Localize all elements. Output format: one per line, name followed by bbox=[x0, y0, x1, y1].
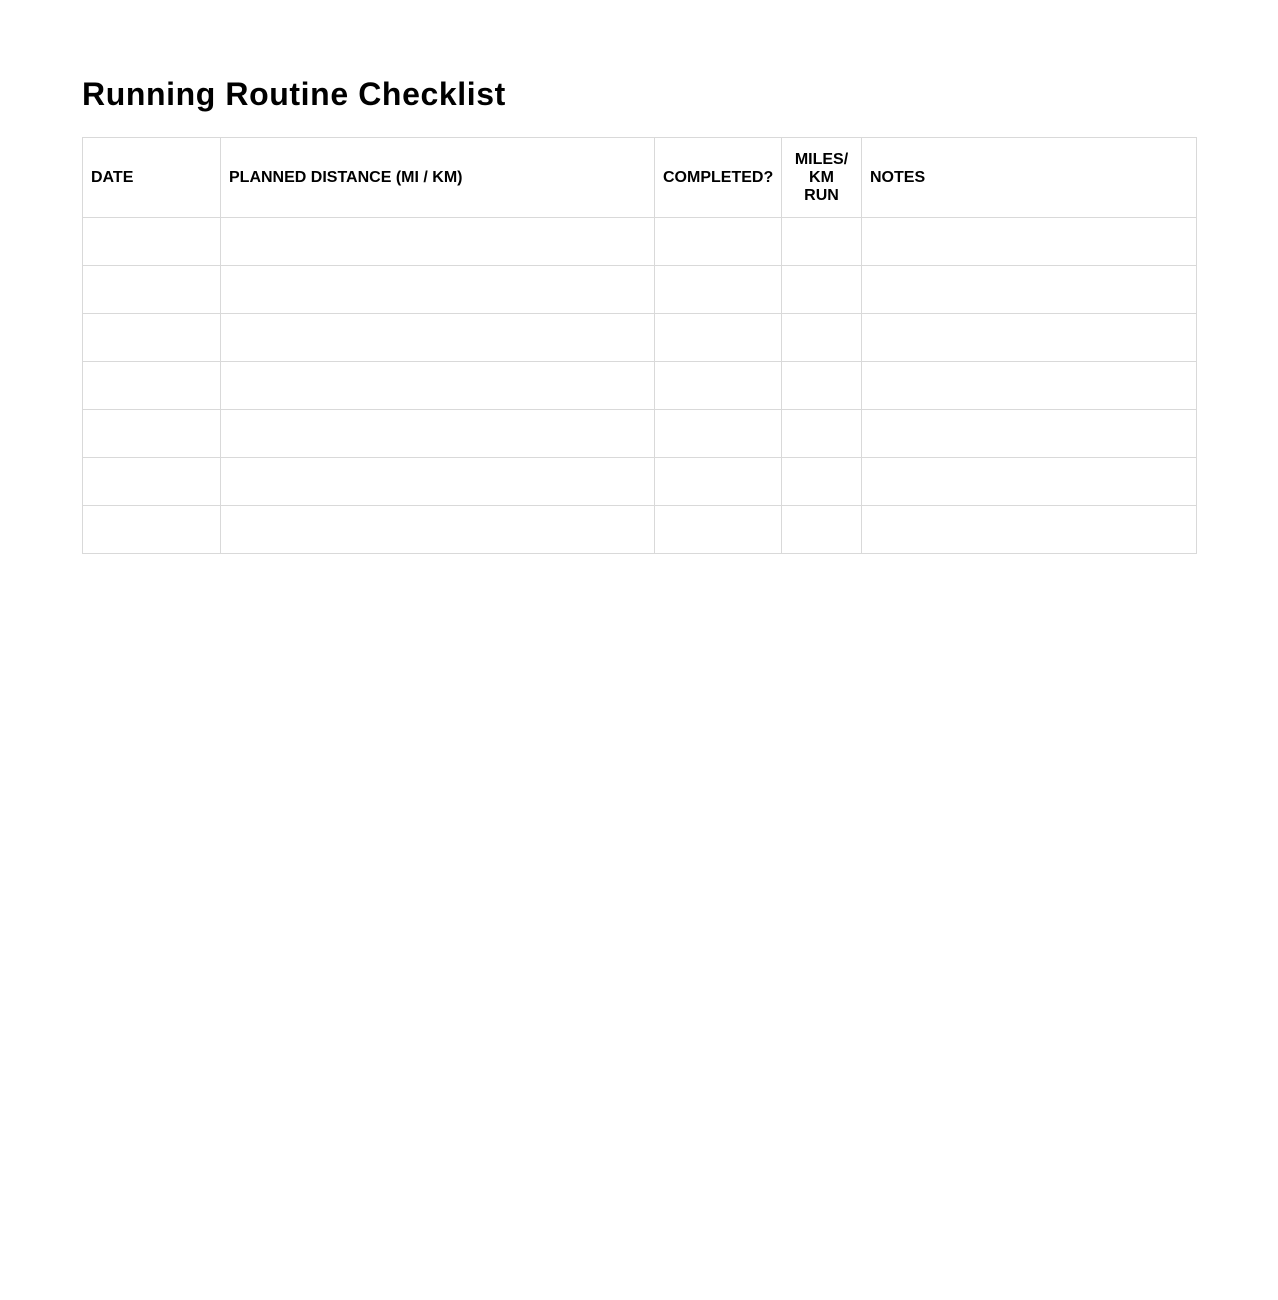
planned-distance-cell[interactable] bbox=[221, 218, 655, 266]
miles-km-run-cell[interactable] bbox=[782, 314, 862, 362]
completed-cell[interactable] bbox=[655, 266, 782, 314]
header-row bbox=[83, 138, 1197, 218]
column-header-miles-km-run-line3: RUN bbox=[804, 186, 839, 204]
notes-cell[interactable] bbox=[862, 458, 1197, 506]
column-header-miles-km-run-line1: MILES/ bbox=[794, 150, 849, 168]
miles-km-run-cell[interactable] bbox=[782, 266, 862, 314]
notes-cell[interactable] bbox=[862, 266, 1197, 314]
notes-cell[interactable] bbox=[862, 314, 1197, 362]
planned-distance-cell[interactable] bbox=[221, 458, 655, 506]
checklist-table bbox=[82, 137, 1197, 554]
date-cell[interactable] bbox=[83, 266, 221, 314]
column-header-completed: COMPLETED? bbox=[655, 138, 782, 218]
notes-cell[interactable] bbox=[862, 410, 1197, 458]
completed-cell[interactable] bbox=[655, 458, 782, 506]
column-header-miles-km-run bbox=[782, 138, 862, 218]
date-cell[interactable] bbox=[83, 458, 221, 506]
table-row bbox=[83, 410, 1197, 458]
miles-km-run-cell[interactable] bbox=[782, 410, 862, 458]
notes-cell[interactable] bbox=[862, 362, 1197, 410]
miles-km-run-cell[interactable] bbox=[782, 218, 862, 266]
date-cell[interactable] bbox=[83, 314, 221, 362]
completed-cell[interactable] bbox=[655, 314, 782, 362]
date-cell[interactable] bbox=[83, 218, 221, 266]
completed-cell[interactable] bbox=[655, 362, 782, 410]
table-row bbox=[83, 266, 1197, 314]
notes-cell[interactable] bbox=[862, 506, 1197, 554]
table-row bbox=[83, 218, 1197, 266]
planned-distance-cell[interactable] bbox=[221, 410, 655, 458]
miles-km-run-cell[interactable] bbox=[782, 362, 862, 410]
completed-cell[interactable] bbox=[655, 506, 782, 554]
completed-cell[interactable] bbox=[655, 410, 782, 458]
planned-distance-cell[interactable] bbox=[221, 506, 655, 554]
planned-distance-cell[interactable] bbox=[221, 266, 655, 314]
completed-cell[interactable] bbox=[655, 218, 782, 266]
column-header-planned-distance: PLANNED DISTANCE (MI / KM) bbox=[221, 138, 655, 218]
date-cell[interactable] bbox=[83, 362, 221, 410]
planned-distance-cell[interactable] bbox=[221, 314, 655, 362]
notes-cell[interactable] bbox=[862, 218, 1197, 266]
table-row bbox=[83, 314, 1197, 362]
planned-distance-cell[interactable] bbox=[221, 362, 655, 410]
page-title: Running Routine Checklist bbox=[82, 76, 506, 112]
date-cell[interactable] bbox=[83, 410, 221, 458]
miles-km-run-cell[interactable] bbox=[782, 458, 862, 506]
column-header-notes: NOTES bbox=[862, 138, 1197, 218]
miles-km-run-cell[interactable] bbox=[782, 506, 862, 554]
column-header-date: DATE bbox=[83, 138, 221, 218]
table-row bbox=[83, 506, 1197, 554]
table-row bbox=[83, 362, 1197, 410]
table-row bbox=[83, 458, 1197, 506]
column-header-miles-km-run-line2: KM bbox=[809, 168, 834, 186]
date-cell[interactable] bbox=[83, 506, 221, 554]
